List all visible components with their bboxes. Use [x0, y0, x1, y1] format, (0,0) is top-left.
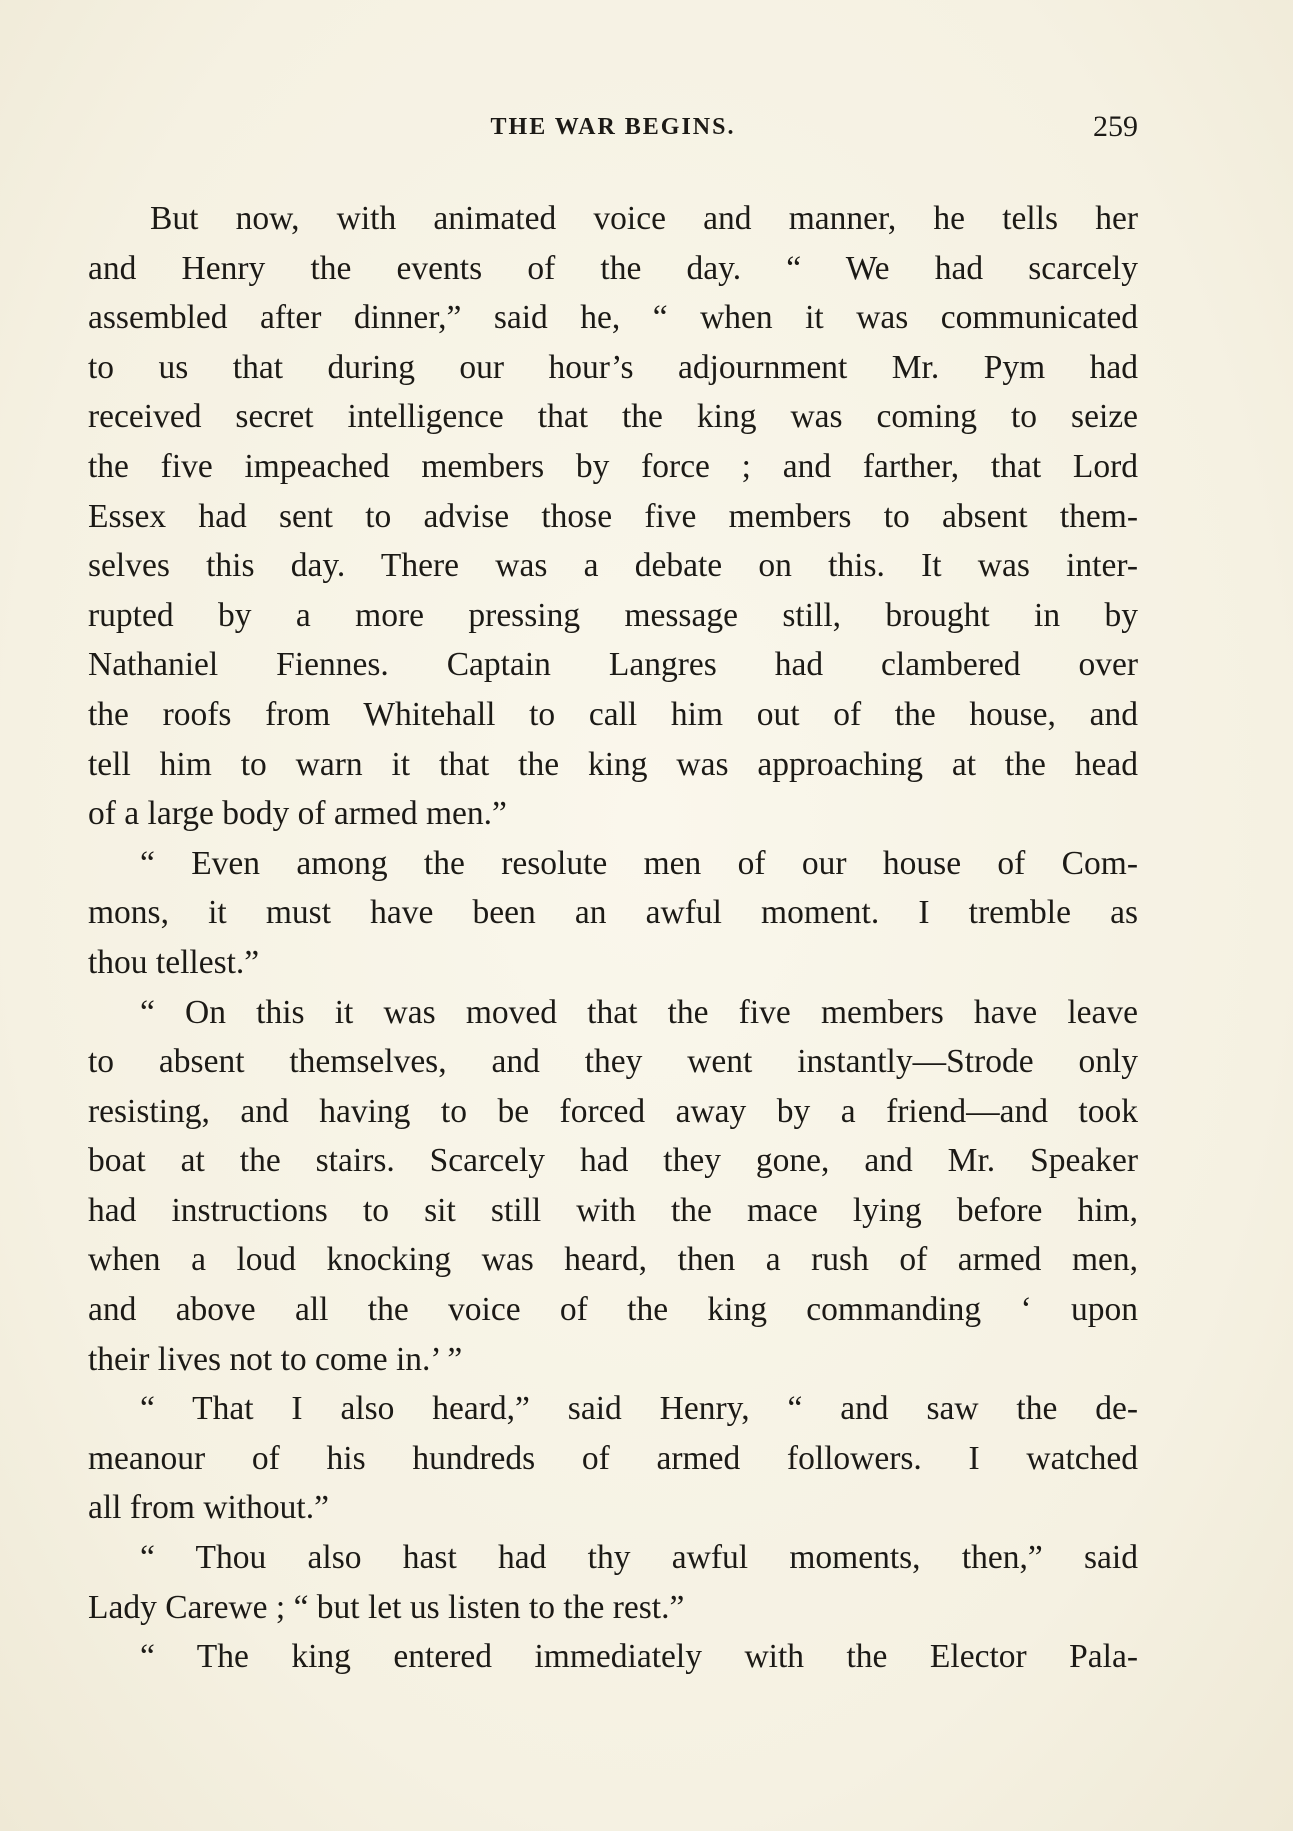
- running-head: [88, 108, 1138, 148]
- text-line: received secret intelligence that the king was coming to seize: [88, 398, 1138, 436]
- text-line: selves this day. There was a debate on this. It was inter-: [88, 547, 1138, 585]
- text-line: “ Even among the resolute men of our house of Com-: [140, 844, 1138, 882]
- text-line: the five impeached members by force ; and farther, that Lord: [88, 447, 1138, 485]
- body-text: [88, 194, 1138, 1682]
- text-line: “ The king entered immediately with the Elector Pala-: [140, 1638, 1138, 1676]
- text-line: and Henry the events of the day. “ We had scarcely: [88, 249, 1138, 287]
- text-line: tell him to warn it that the king was approaching at the head: [88, 745, 1138, 783]
- text-line: But now, with animated voice and manner, he tells her: [150, 200, 1138, 237]
- text-line: to us that during our hour’s adjournment Mr. Pym had: [88, 348, 1138, 386]
- text-line: rupted by a more pressing message still, brought in by: [88, 596, 1138, 634]
- chapter-title: THE WAR BEGINS.: [490, 114, 736, 140]
- text-line: boat at the stairs. Scarcely had they gone, and Mr. Speaker: [88, 1142, 1138, 1180]
- text-line: Nathaniel Fiennes. Captain Langres had clambered over: [88, 646, 1138, 684]
- text-line: “ On this it was moved that the five members have leave: [140, 993, 1138, 1031]
- text-line: all from without.”: [88, 1489, 329, 1527]
- text-line: Essex had sent to advise those five members to absent them-: [88, 497, 1138, 535]
- text-line: to absent themselves, and they went instantly—Strode only: [88, 1043, 1138, 1081]
- text-line: the roofs from Whitehall to call him out of the house, and: [88, 695, 1138, 733]
- text-line: resisting, and having to be forced away by a friend—and took: [88, 1092, 1138, 1130]
- page-number: 259: [1093, 110, 1138, 143]
- text-line: mons, it must have been an awful moment. I tremble as: [88, 894, 1138, 932]
- text-line: their lives not to come in.’ ”: [88, 1340, 463, 1378]
- text-line: and above all the voice of the king commanding ‘ upon: [88, 1291, 1138, 1329]
- text-line: meanour of his hundreds of armed followers. I watched: [88, 1439, 1138, 1477]
- text-line: assembled after dinner,” said he, “ when it was communicated: [88, 299, 1138, 337]
- text-line: thou tellest.”: [88, 943, 260, 981]
- text-line: of a large body of armed men.”: [88, 795, 507, 833]
- text-line: “ Thou also hast had thy awful moments, then,” said: [140, 1539, 1138, 1577]
- text-line: Lady Carewe ; “ but let us listen to the rest.”: [88, 1588, 685, 1626]
- text-line: had instructions to sit still with the mace lying before him,: [88, 1191, 1138, 1229]
- text-line: when a loud knocking was heard, then a rush of armed men,: [88, 1241, 1138, 1279]
- text-line: “ That I also heard,” said Henry, “ and saw the de-: [140, 1390, 1138, 1428]
